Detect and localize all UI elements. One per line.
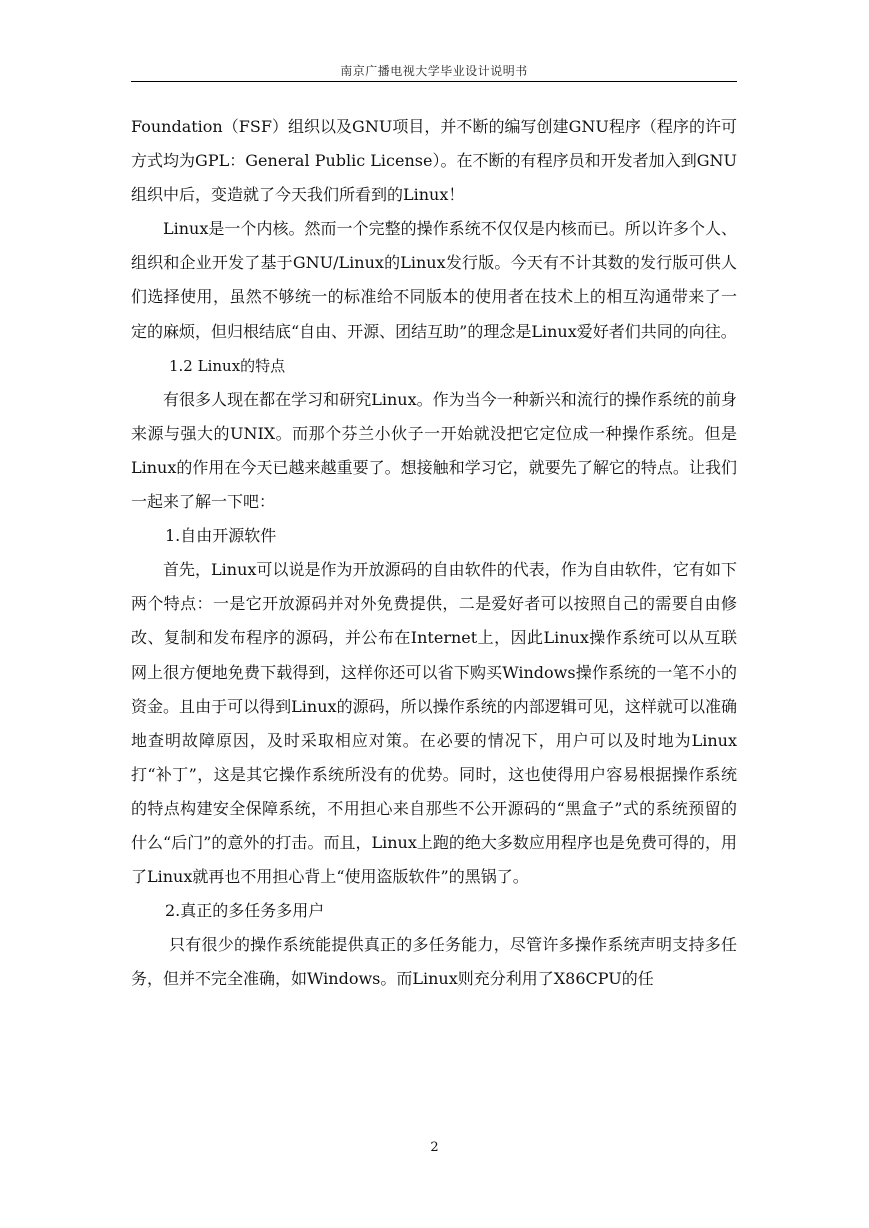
document-body — [131, 110, 737, 996]
header-divider — [131, 81, 737, 82]
paragraph-free-software: 首先，Linux可以说是作为开放源码的自由软件的代表，作为自由软件，它有如下两个特点：一是它开放源码并对外免费提供，二是爱好者可以按照自己的需要自由修改、复制和发布程序的源码，并公布在Internet上，因此Linux操作系统可以从互联网上很方便地免费下载得到，这样你还可以省下购买Windows操作系统的一笔不小的资金。且由于可以得到Linux的源码，所以操作系统的内部逻辑可见，这样就可以准确地查明故障原因，及时采取相应对策。在必要的情况下，用户可以及时地为Linux打“补丁”，这是其它操作系统所没有的优势。同时，这也使得用户容易根据操作系统的特点构建安全保障系统，不用担心来自那些不公开源码的“黑盒子”式的系统预留的什么“后门”的意外的打击。而且，Linux上跑的绝大多数应用程序也是免费可得的，用了Linux就再也不用担心背上“使用盗版软件”的黑锅了。 — [131, 560, 737, 887]
page-number: 2 — [430, 1140, 439, 1155]
subheading-free-open-source: 1.自由开源软件 — [165, 526, 277, 546]
subheading-multitask-multiuser: 2.真正的多任务多用户 — [165, 901, 325, 921]
paragraph-linux-kernel: Linux是一个内核。然而一个完整的操作系统不仅仅是内核而已。所以许多个人、组织和企业开发了基于GNU/Linux的Linux发行版。今天有不计其数的发行版可供人们选择使用，虽然不够统一的标准给不同版本的使用者在技术上的相互沟通带来了一定的麻烦，但归根结底“自由、开源、团结互助”的理念是Linux爱好者们共同的向往。 — [131, 219, 737, 341]
section-heading-linux-features: 1.2 Linux的特点 — [169, 356, 286, 375]
paragraph-multitask: 只有很少的操作系统能提供真正的多任务能力，尽管许多操作系统声明支持多任务，但并不完全准确，如Windows。而Linux则充分利用了X86CPU的任 — [131, 935, 737, 989]
paragraph-fsf-gnu: Foundation（FSF）组织以及GNU项目，并不断的编写创建GNU程序（程序的许可方式均为GPL：General Public License）。在不断的有程序员和开发者加入到GNU组织中后，变造就了今天我们所看到的Linux！ — [131, 117, 737, 205]
paragraph-linux-intro: 有很多人现在都在学习和研究Linux。作为当今一种新兴和流行的操作系统的前身来源与强大的UNIX。而那个芬兰小伙子一开始就没把它定位成一种操作系统。但是Linux的作用在今天已越来越重要了。想接触和学习它，就要先了解它的特点。让我们一起来了解一下吧： — [131, 389, 737, 512]
page-header-title: 南京广播电视大学毕业设计说明书 — [340, 64, 528, 78]
